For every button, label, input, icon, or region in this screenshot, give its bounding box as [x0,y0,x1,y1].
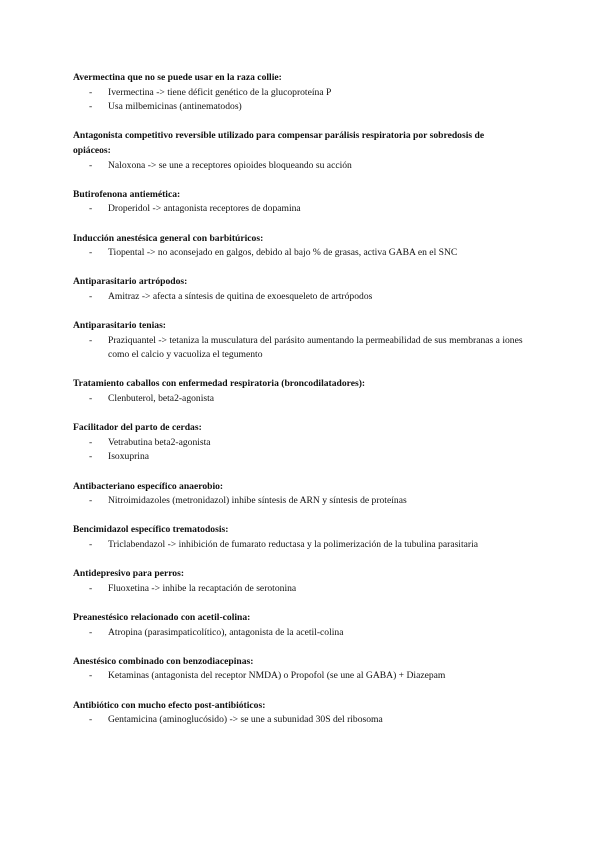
bullet-list [73,246,523,261]
bullet-dash: - [89,670,93,682]
section [73,319,523,363]
section [73,699,523,728]
section [73,71,523,115]
list-item [73,494,523,509]
bullet-list [73,538,523,553]
list-item-text: Tiopental -> no aconsejado en galgos, debido al bajo % de grasas, activa GABA en el SNC [108,247,458,259]
list-item-text: Isoxuprina [108,451,150,463]
list-item [73,100,523,115]
bullet-list [73,159,523,174]
list-item [73,538,523,553]
list-item [73,159,523,174]
document-content [73,71,523,742]
list-item-text: Praziquantel -> tetaniza la musculatura del parásito aumentando la permeabilidad de sus membranas a iones como el calcio y vacuoliza el tegumento [108,334,523,361]
bullet-list [73,202,523,217]
bullet-list [73,290,523,305]
section-heading: Avermectina que no se puede usar en la raza collie: [73,72,282,83]
section-heading: Butirofenona antiemética: [73,188,181,200]
section-heading: Inducción anestésica general con barbitúricos: [73,232,264,244]
bullet-dash: - [89,290,93,302]
bullet-list [73,626,523,641]
section [73,480,523,509]
list-item [73,450,523,465]
section [73,611,523,640]
section [73,377,523,406]
bullet-dash: - [89,101,93,113]
section-heading: Anestésico combinado con benzodiacepinas: [73,655,254,667]
list-item-text: Ketaminas (antagonista del receptor NMDA) o Propofol (se une al GABA) + Diazepam [108,670,446,682]
section-heading: Antibiótico con mucho efecto post-antibióticos: [73,699,266,711]
section-heading: Antagonista competitivo reversible utilizado para compensar parálisis respiratoria por sobredosis de opiáceos: [73,130,485,156]
bullet-dash: - [89,582,93,594]
list-item [73,713,523,728]
bullet-dash: - [89,159,93,171]
list-item-text: Atropina (parasimpaticolítico), antagonista de la acetil-colina [108,626,344,638]
list-item-text: Vetrabutina beta2-agonista [108,436,211,448]
bullet-dash: - [89,626,93,638]
bullet-dash: - [89,203,93,215]
list-item-text: Usa milbemicinas (antinematodos) [108,101,242,113]
section-heading: Antidepresivo para perros: [73,568,185,580]
bullet-dash: - [89,436,93,448]
bullet-dash: - [89,539,93,550]
list-item [73,436,523,451]
bullet-dash: - [89,451,93,463]
list-item [73,290,523,305]
section [73,188,523,217]
list-item-text: Amitraz -> afecta a síntesis de quitina de exoesqueleto de artrópodos [108,290,373,302]
list-item [73,86,523,101]
section [73,275,523,304]
list-item [73,202,523,217]
section-heading: Antiparasitario tenias: [73,320,167,332]
section [73,523,523,552]
section-heading: Antiparasitario artrópodos: [73,276,188,288]
section [73,129,523,173]
list-item-text: Triclabendazol -> inhibición de fumarato reductasa y la polimerización de la tubulina parasitaria [108,539,479,550]
list-item-text: Naloxona -> se une a receptores opioides bloqueando su acción [108,159,352,171]
list-item-text: Clenbuterol, beta2-agonista [108,393,215,405]
bullet-list [73,669,523,684]
bullet-dash: - [89,495,93,507]
section [73,655,523,684]
section-heading: Preanestésico relacionado con acetil-colina: [73,611,251,623]
list-item-text: Droperidol -> antagonista receptores de dopamina [108,203,301,215]
section [73,421,523,465]
list-item [73,626,523,641]
section-heading: Bencimidazol específico trematodosis: [73,524,229,536]
bullet-dash: - [89,86,93,98]
list-item-text: Fluoxetina -> inhibe la recaptación de serotonina [108,582,297,594]
bullet-list [73,494,523,509]
list-item-text: Nitroimidazoles (metronidazol) inhibe síntesis de ARN y síntesis de proteínas [108,495,407,507]
list-item-text: Ivermectina -> tiene déficit genético de la glucoproteína P [108,86,332,98]
bullet-dash: - [89,334,93,346]
bullet-list [73,582,523,597]
bullet-list [73,713,523,728]
bullet-dash: - [89,247,93,259]
section-heading: Antibacteriano específico anaerobio: [73,480,224,492]
section-heading: Tratamiento caballos con enfermedad respiratoria (broncodilatadores): [73,378,366,390]
bullet-list [73,334,523,363]
section [73,567,523,596]
bullet-list [73,392,523,407]
list-item-text: Gentamicina (aminoglucósido) -> se une a subunidad 30S del ribosoma [108,714,383,726]
list-item [73,246,523,261]
bullet-dash: - [89,714,93,726]
bullet-list [73,86,523,115]
bullet-list [73,436,523,465]
section-heading: Facilitador del parto de cerdas: [73,422,202,434]
bullet-dash: - [89,393,93,405]
list-item [73,582,523,597]
list-item [73,334,523,363]
list-item [73,669,523,684]
section [73,232,523,261]
list-item [73,392,523,407]
